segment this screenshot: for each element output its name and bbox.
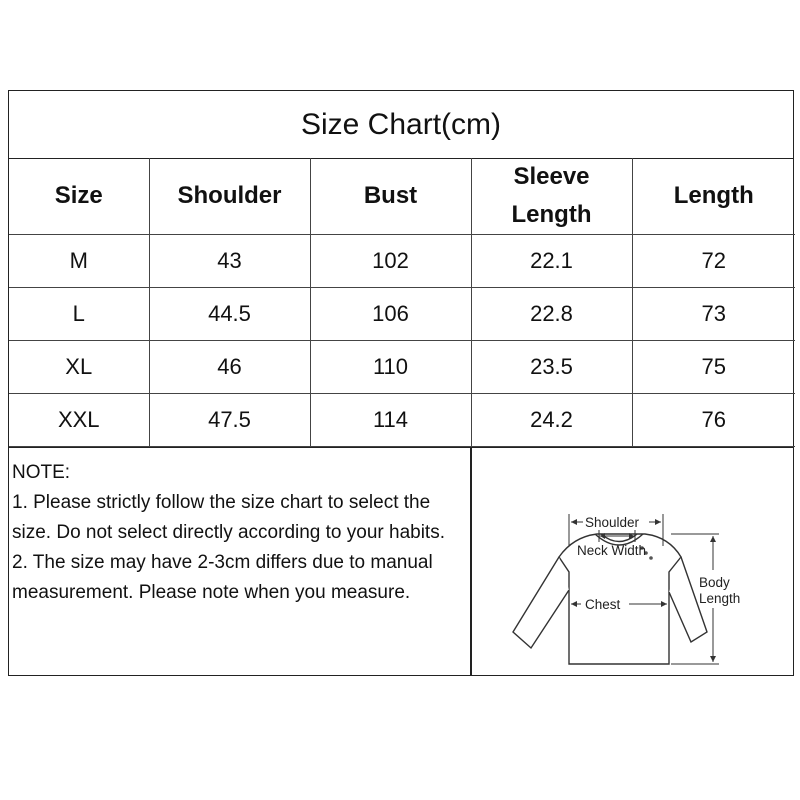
header-sleeve-length xyxy=(471,158,632,235)
size-table xyxy=(9,158,795,447)
header-sleeve-line2: Length xyxy=(511,201,592,228)
cell-length: 76 xyxy=(632,394,795,447)
size-chart xyxy=(8,90,794,676)
neck-width-label: Neck Width xyxy=(577,543,647,558)
notes-section xyxy=(9,447,793,675)
cell-size: M xyxy=(9,235,149,288)
table-row xyxy=(9,394,795,447)
header-size: Size xyxy=(9,158,149,235)
cell-size: XXL xyxy=(9,394,149,447)
cell-length: 72 xyxy=(632,235,795,288)
header-bust: Bust xyxy=(310,158,471,235)
section-divider xyxy=(470,448,472,675)
cell-shoulder: 46 xyxy=(149,341,310,394)
garment-diagram xyxy=(485,452,785,672)
cell-bust: 106 xyxy=(310,288,471,341)
header-shoulder: Shoulder xyxy=(149,158,310,235)
cell-shoulder: 43 xyxy=(149,235,310,288)
cell-length: 73 xyxy=(632,288,795,341)
shoulder-label: Shoulder xyxy=(585,515,640,530)
chest-label: Chest xyxy=(585,597,621,612)
cell-bust: 110 xyxy=(310,341,471,394)
cell-bust: 114 xyxy=(310,394,471,447)
cell-sleeve: 22.8 xyxy=(471,288,632,341)
cell-size: L xyxy=(9,288,149,341)
cell-bust: 102 xyxy=(310,235,471,288)
body-length-label-line1: Body xyxy=(699,575,730,590)
table-row xyxy=(9,341,795,394)
note-heading: NOTE: xyxy=(12,462,71,483)
table-row xyxy=(9,235,795,288)
chart-title: Size Chart(cm) xyxy=(9,91,793,159)
cell-shoulder: 44.5 xyxy=(149,288,310,341)
cell-sleeve: 23.5 xyxy=(471,341,632,394)
table-header-row xyxy=(9,158,795,235)
note-line-1: 1. Please strictly follow the size chart to select the size. Do not select directly according to your habits. xyxy=(12,492,445,543)
cell-length: 75 xyxy=(632,341,795,394)
cell-size: XL xyxy=(9,341,149,394)
cell-sleeve: 22.1 xyxy=(471,235,632,288)
header-sleeve-line1: Sleeve xyxy=(513,163,590,190)
sweater-measurement-illustration xyxy=(485,452,785,672)
header-length: Length xyxy=(632,158,795,235)
cell-sleeve: 24.2 xyxy=(471,394,632,447)
note-line-2: 2. The size may have 2-3cm differs due to manual measurement. Please note when you measure. xyxy=(12,552,433,603)
cell-shoulder: 47.5 xyxy=(149,394,310,447)
table-row xyxy=(9,288,795,341)
note-text xyxy=(12,458,472,608)
body-length-label-line2: Length xyxy=(699,591,741,606)
